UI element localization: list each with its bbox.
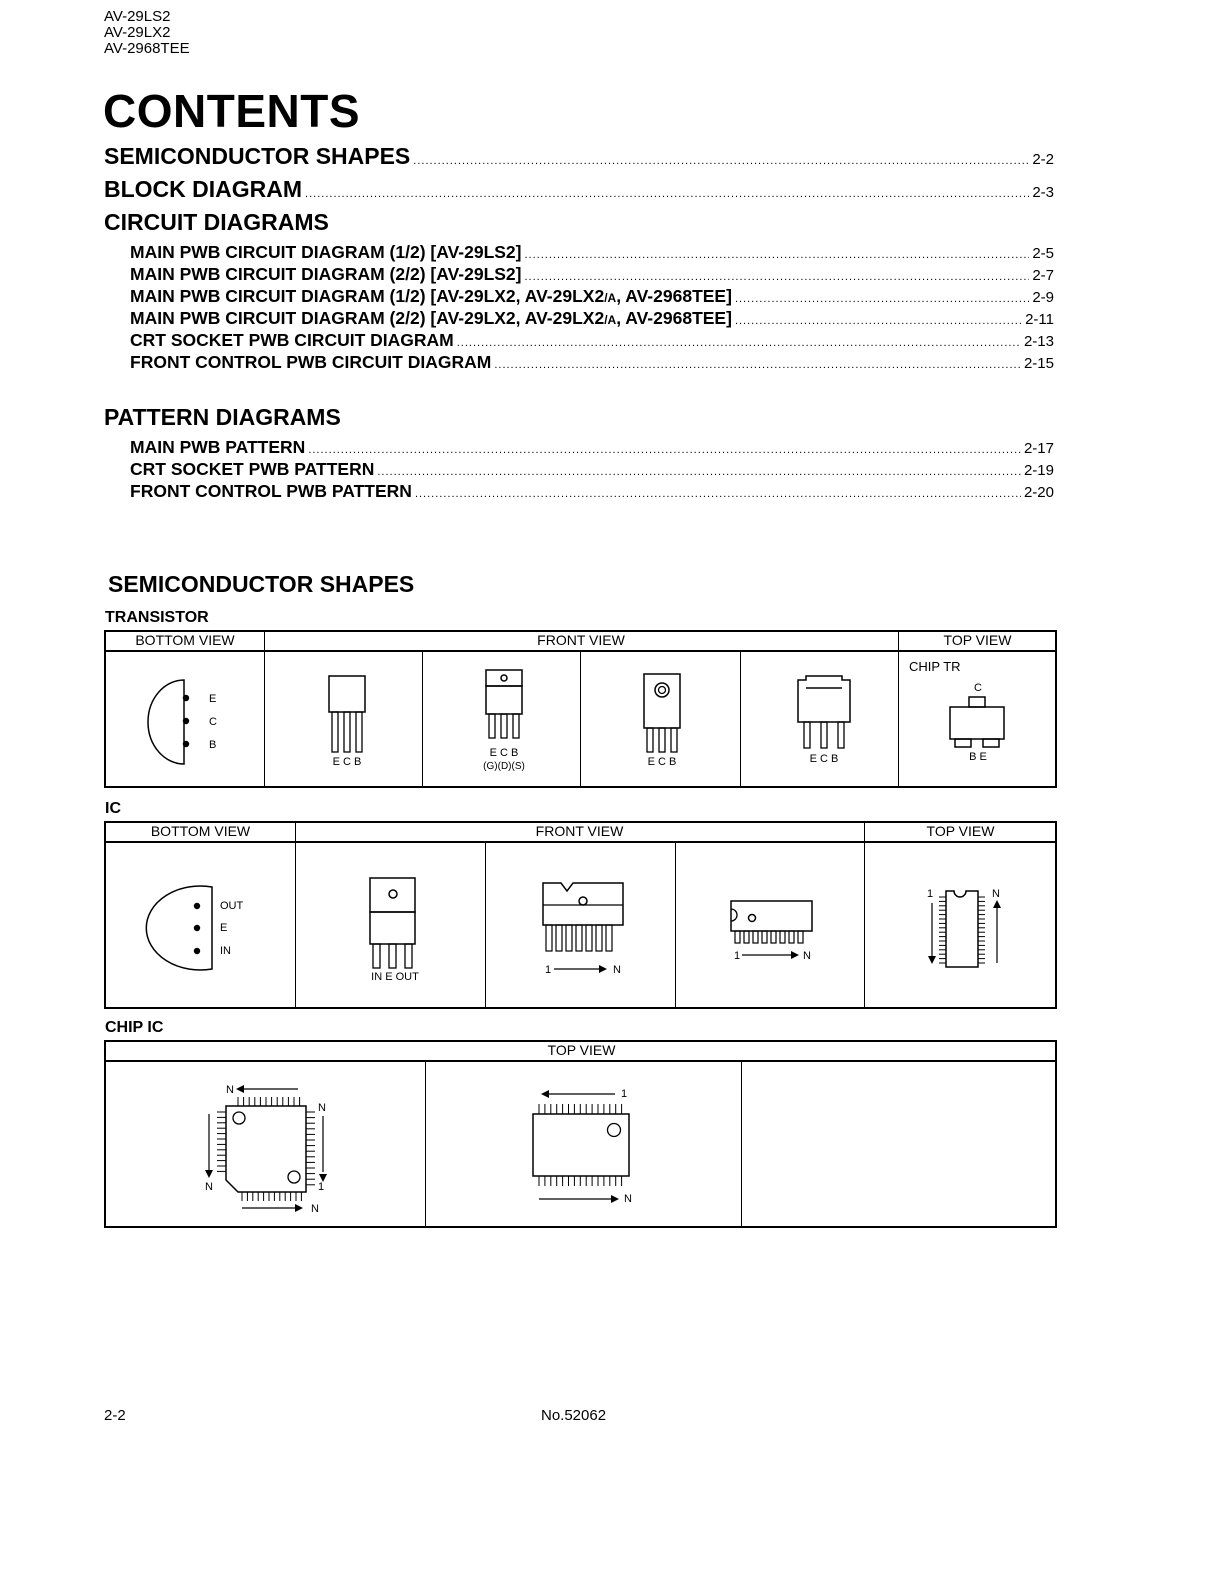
toc-page: 2-15 [1023,355,1054,372]
pin-label: E C B [809,753,839,765]
toc-page: 2-11 [1025,311,1054,328]
pin-label: C [209,716,217,728]
toc-entry[interactable] [130,264,1054,285]
toc-entry[interactable] [130,242,1054,263]
pin-label: E [220,922,228,934]
ic-bottom-view-icon [106,843,295,1007]
toc-page: 2-13 [1023,333,1054,350]
pin-n-label: N [318,1102,326,1114]
ic-regulator-icon [297,843,485,1007]
column-header: TOP VIEW [926,823,995,839]
pin-one-label: 1 [318,1181,325,1193]
ic-dip-icon [866,843,1057,1007]
toc-label: SEMICONDUCTOR SHAPES [104,143,411,169]
toc-entry[interactable] [130,330,1054,351]
toc-label: MAIN PWB CIRCUIT DIAGRAM (1/2) [AV-29LS2] [130,242,522,262]
toc-label: FRONT CONTROL PWB PATTERN [130,481,412,501]
toc-label-suffix: /A [604,313,617,327]
section-title: SEMICONDUCTOR SHAPES [108,571,415,597]
divider [485,843,486,1007]
divider [422,652,423,786]
pin-n-label: N [613,964,621,976]
chip-tr-label: CHIP TR [909,659,961,674]
transistor-power-icon [742,652,898,786]
toc-page: 2-5 [1032,245,1054,262]
pin-label: (G)(D)(S) [483,761,525,772]
toc-entry[interactable] [104,143,1054,170]
pin-n-label: N [311,1203,319,1215]
toc-label-part: MAIN PWB CIRCUIT DIAGRAM (1/2) [AV-29LX2, AV-29LX2 [130,286,605,306]
toc-leader [308,444,1021,456]
toc-entry[interactable] [130,308,1054,329]
divider [898,632,899,786]
column-header: BOTTOM VIEW [135,632,235,648]
pin-label: OUT [220,900,244,912]
divider [295,823,296,1007]
page-number: 2-2 [104,1407,126,1424]
pin-one-label: 1 [545,964,552,976]
transistor-to220-icon [424,652,580,786]
divider [425,1062,426,1226]
toc-entry[interactable] [130,437,1054,458]
pin-label: E C B [332,756,362,768]
divider [741,1062,742,1226]
toc-label: MAIN PWB CIRCUIT DIAGRAM (2/2) [AV-29LS2] [130,264,522,284]
toc-entry[interactable] [130,459,1054,480]
column-header: BOTTOM VIEW [150,823,251,839]
toc-leader [494,359,1021,371]
transistor-to3p-icon [582,652,740,786]
document-number: No.52062 [541,1407,607,1424]
divider [264,632,265,786]
chip-tr-icon [900,652,1057,786]
column-header: TOP VIEW [943,632,1012,648]
toc-label [130,308,732,329]
pin-label: B [209,739,217,751]
transistor-bottom-view-icon [106,652,264,786]
chip-ic-sop-icon [427,1062,741,1226]
column-header: FRONT VIEW [537,632,625,648]
pin-one-label: 1 [621,1088,628,1100]
toc-label-suffix: /A [604,291,617,305]
pin-label: IN [220,945,231,957]
toc-leader [305,188,1029,200]
subsection-label: CHIP IC [105,1019,164,1036]
pin-n-label: N [226,1084,234,1096]
toc-leader [415,488,1021,500]
subsection-label: TRANSISTOR [105,609,209,626]
model-name: AV-29LX2 [104,24,171,41]
toc-page: 2-17 [1023,440,1054,457]
toc-label: CRT SOCKET PWB PATTERN [130,459,375,479]
toc-page: 2-2 [1032,151,1054,168]
model-name: AV-29LS2 [104,8,171,25]
toc-label: MAIN PWB PATTERN [130,437,306,457]
toc-label: BLOCK DIAGRAM [104,176,303,202]
toc-leader [377,466,1021,478]
toc-page: 2-20 [1023,484,1054,501]
chip-ic-qfp-icon [106,1062,425,1226]
column-header: TOP VIEW [547,1042,616,1058]
toc-label: CRT SOCKET PWB CIRCUIT DIAGRAM [130,330,454,350]
pin-label: E C B [489,747,519,759]
toc-leader [525,271,1030,283]
pin-label: E [209,693,217,705]
page-title: CONTENTS [103,85,360,137]
model-list [104,9,190,57]
section-heading: CIRCUIT DIAGRAMS [104,209,329,235]
chip-ic-table [104,1040,1057,1228]
pin-n-label: N [992,888,1000,900]
toc-entry[interactable] [130,286,1054,307]
toc-leader [735,293,1029,305]
divider [675,843,676,1007]
toc-label-part: MAIN PWB CIRCUIT DIAGRAM (2/2) [AV-29LX2, AV-29LX2 [130,308,605,328]
ic-sip-icon [677,843,864,1007]
pin-label: B E [969,751,987,763]
pin-n-label: N [624,1193,632,1205]
toc-leader [457,337,1021,349]
pin-n-label: N [803,950,811,962]
column-header: FRONT VIEW [535,823,624,839]
toc-leader [413,155,1029,167]
section-heading: PATTERN DIAGRAMS [104,404,341,430]
transistor-to92-icon [266,652,422,786]
toc-label-part: , AV-2968TEE] [616,308,732,328]
transistor-table [104,630,1057,788]
divider [864,823,865,1007]
toc-page: 2-3 [1032,184,1054,201]
subsection-label: IC [105,800,121,817]
pin-label: E C B [647,756,677,768]
ic-sip-power-icon [487,843,675,1007]
toc-entry[interactable] [104,176,1054,203]
pin-one-label: 1 [927,888,934,900]
toc-page: 2-9 [1032,289,1054,306]
toc-label: FRONT CONTROL PWB CIRCUIT DIAGRAM [130,352,492,372]
pin-label: IN E OUT [371,971,419,983]
divider [740,652,741,786]
toc-label [130,286,732,307]
toc-leader [525,249,1030,261]
ic-table [104,821,1057,1009]
pin-n-label: N [205,1181,213,1193]
toc-label-part: , AV-2968TEE] [616,286,732,306]
pin-one-label: 1 [734,950,741,962]
toc-page: 2-7 [1032,267,1054,284]
toc-page: 2-19 [1023,462,1054,479]
model-name: AV-2968TEE [104,40,190,57]
pin-label: C [974,682,982,694]
divider [580,652,581,786]
toc-entry[interactable] [130,352,1054,373]
toc-leader [735,315,1022,327]
toc-entry[interactable] [130,481,1054,502]
